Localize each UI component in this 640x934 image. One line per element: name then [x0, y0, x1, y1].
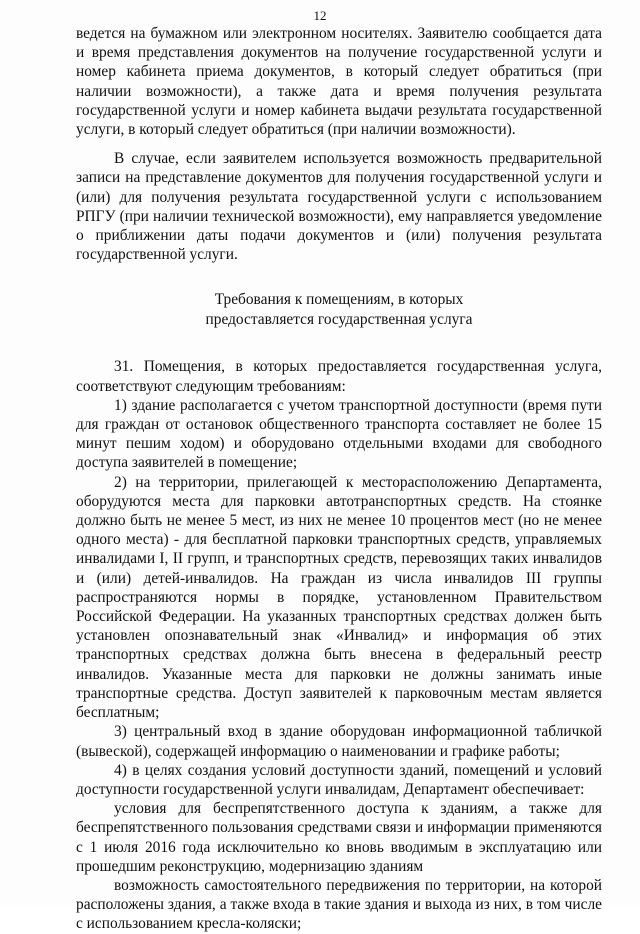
clause-31-subitem-2: возможность самостоятельного передвижения по территории, на которой расположены здания, а также входа в такие здания и выхода из них, в том числе с использованием кресла-коляски;: [76, 876, 602, 933]
paragraph-preliminary-record: В случае, если заявителем используется возможность предварительной записи на представление документов для получения государственной услуги и (или) для получения результата государственной услуги с использованием РПГУ (при наличии технической возможности), ему направляется уведомление о приближении даты подачи документов и (или) получения результата государственной услуги.: [76, 150, 602, 264]
clause-31-item-3: 3) центральный вход в здание оборудован информационной табличкой (вывеской), содержащей информацию о наименовании и графике работы;: [76, 723, 602, 760]
section-heading-line-1: Требования к помещениям, в которых: [214, 291, 464, 309]
paragraph-continued: ведется на бумажном или электронном носителях. Заявителю сообщается дата и время представления документов на получение государственной услуги и номер кабинета приема документов, в который следует обратиться (при наличии возможности), а также дата и время получения результата государственной услуги и номер кабинета выдачи результата государственной услуги, в который следует обратиться (при наличии возможности).: [76, 25, 602, 139]
clause-31-item-1: 1) здание располагается с учетом транспортной доступности (время пути для граждан от остановок общественного транспорта составляет не более 15 минут пешим ходом) и оборудовано отдельными входами для свободного доступа заявителей в помещение;: [76, 396, 602, 472]
clause-31-item-2: 2) на территории, прилегающей к месторасположению Департамента, оборудуются места для парковки автотранспортных средств. На стоянке должно быть не менее 5 мест, из них не менее 10 процентов мест (но не менее одного места) - для бесплатной парковки транспортных средств, управляемых инвалидами I, II групп, и транспортных средств, перевозящих таких инвалидов и (или) детей-инвалидов. На граждан из числа инвалидов III группы распространяются нормы в порядке, установленном Правительством Российской Федерации. На указанных транспортных средствах должен быть установлен опознавательный знак «Инвалид» и информация об этих транспортных средствах должна быть внесена в федеральный реестр инвалидов. Указанные места для парковки не должны занимать иные транспортные средства. Доступ заявителей к парковочным местам является бесплатным;: [76, 473, 602, 722]
clause-31-item-4: 4) в целях создания условий доступности зданий, помещений и условий доступности государственной услуги инвалидам, Департамент обеспечивает:: [76, 761, 602, 798]
section-heading-line-2: предоставляется государственная услуга: [205, 311, 473, 329]
page-number: 12: [313, 8, 327, 23]
clause-31-intro: 31. Помещения, в которых предоставляется государственная услуга, соответствуют следующим требованиям:: [76, 358, 602, 395]
section-heading: [76, 290, 602, 330]
document-body: [76, 24, 602, 934]
clause-31-subitem-1: условия для беспрепятственного доступа к зданиям, а также для беспрепятственного пользования средствами связи и информации применяются с 1 июля 2016 года исключительно ко вновь вводимым в эксплуатацию или прошедшим реконструкцию, модернизацию зданиям: [76, 800, 602, 875]
